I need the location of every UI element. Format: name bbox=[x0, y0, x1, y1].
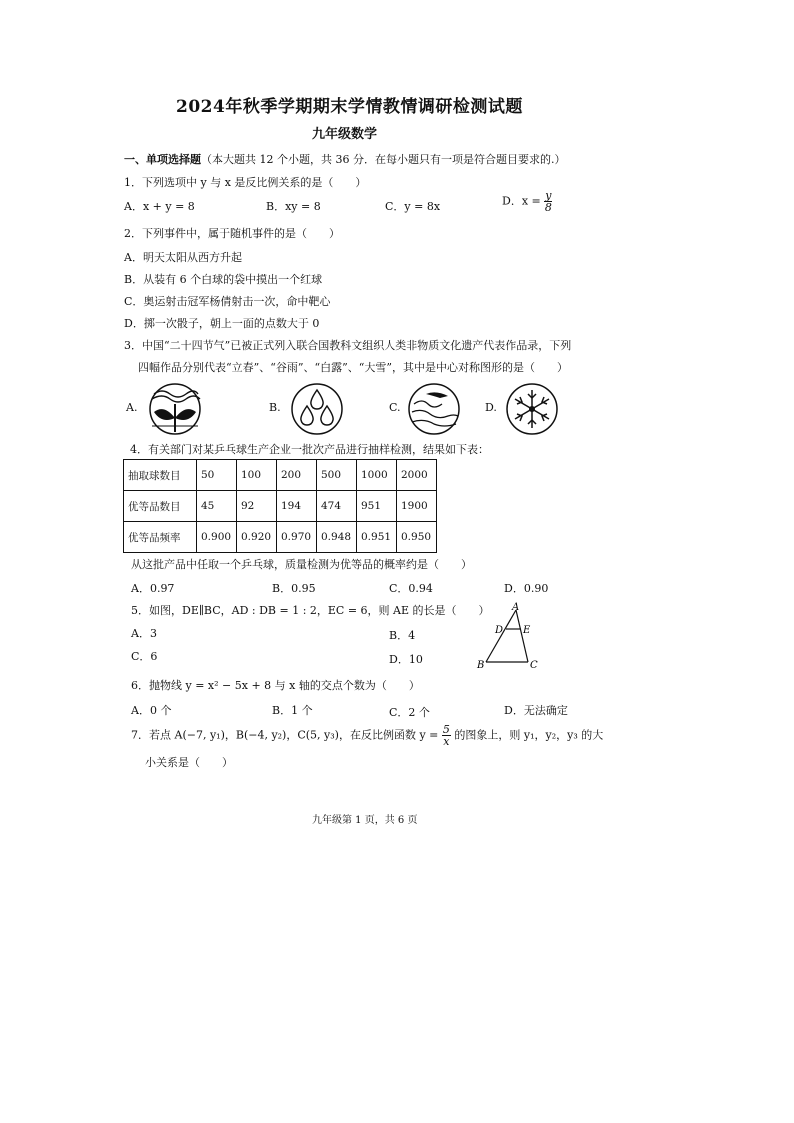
table-row bbox=[124, 522, 437, 553]
q2-option-a: A．明天太阳从西方升起 bbox=[124, 251, 242, 264]
q3-option-b-label: B. bbox=[269, 401, 281, 414]
vertex-c-label: C bbox=[530, 660, 538, 671]
table-row bbox=[124, 460, 437, 491]
bailu-bird-icon bbox=[404, 382, 464, 436]
q7-stem-line1 bbox=[131, 724, 603, 747]
section-heading bbox=[124, 151, 565, 167]
table-cell: 2000 bbox=[397, 460, 437, 491]
q1-option-c: C．y = 8x bbox=[385, 200, 441, 213]
table-cell: 0.920 bbox=[237, 522, 277, 553]
point-d-label: D bbox=[495, 625, 504, 636]
q6-option-b: B．1 个 bbox=[272, 704, 313, 717]
point-e-label: E bbox=[523, 625, 531, 636]
page-subtitle: 九年级数学 bbox=[312, 127, 378, 142]
row-header: 优等品频率 bbox=[124, 522, 197, 553]
q1-option-d-denominator: 8 bbox=[544, 201, 552, 214]
q3-stem-line2: 四幅作品分别代表“立春”、“谷雨”、“白露”、“大雪”，其中是中心对称图形的是（ ） bbox=[138, 361, 568, 374]
q7-fraction bbox=[442, 724, 451, 747]
triangle-figure bbox=[474, 600, 546, 672]
q1-option-d-fraction bbox=[544, 190, 552, 213]
table-cell: 200 bbox=[277, 460, 317, 491]
q1-option-d-numerator: y bbox=[545, 189, 552, 202]
q6-stem: 6．抛物线 y = x² − 5x + 8 与 x 轴的交点个数为（ ） bbox=[131, 679, 420, 692]
q3-option-d-label: D. bbox=[485, 401, 497, 414]
vertex-a-label: A bbox=[512, 602, 520, 613]
table-cell: 1000 bbox=[357, 460, 397, 491]
q7-stem-line2: 小关系是（ ） bbox=[145, 756, 233, 769]
q2-option-d: D．掷一次骰子，朝上一面的点数大于 0 bbox=[124, 317, 320, 330]
q6-option-c: C．2 个 bbox=[389, 706, 430, 719]
table-cell: 0.970 bbox=[277, 522, 317, 553]
daxue-snowflake-icon bbox=[502, 382, 562, 436]
q5-option-b: B．4 bbox=[389, 629, 416, 642]
page-footer: 九年级第 1 页，共 6 页 bbox=[312, 815, 418, 826]
q4-option-d: D．0.90 bbox=[504, 582, 549, 595]
q1-option-d bbox=[502, 190, 552, 213]
q5-stem: 5．如图，DE∥BC，AD : DB = 1 : 2，EC = 6，则 AE 的长是（ ） bbox=[131, 604, 490, 617]
table-cell: 951 bbox=[357, 491, 397, 522]
q2-stem: 2．下列事件中，属于随机事件的是（ ） bbox=[124, 227, 340, 240]
q7-stem-pre: 7．若点 A(−7, y₁)，B(−4, y₂)，C(5, y₃)，在反比例函数 y = bbox=[131, 728, 439, 742]
q1-option-d-prefix: D．x = bbox=[502, 194, 541, 208]
q5-option-a: A．3 bbox=[131, 627, 157, 640]
table-cell: 50 bbox=[197, 460, 237, 491]
q4-option-c: C．0.94 bbox=[389, 582, 433, 595]
q2-option-c: C．奥运射击冠军杨倩射击一次，命中靶心 bbox=[124, 295, 331, 308]
q5-option-c: C．6 bbox=[131, 650, 158, 663]
q2-option-b: B．从装有 6 个白球的袋中摸出一个红球 bbox=[124, 273, 323, 286]
q6-option-d: D．无法确定 bbox=[504, 704, 568, 717]
table-cell: 1900 bbox=[397, 491, 437, 522]
table-cell: 500 bbox=[317, 460, 357, 491]
row-header: 抽取球数目 bbox=[124, 460, 197, 491]
q4-option-a: A．0.97 bbox=[131, 582, 175, 595]
q6-option-a: A．0 个 bbox=[131, 704, 172, 717]
q7-fraction-denominator: x bbox=[443, 735, 450, 748]
table-cell: 45 bbox=[197, 491, 237, 522]
q3-option-c-label: C. bbox=[389, 401, 401, 414]
table-cell: 100 bbox=[237, 460, 277, 491]
q4-option-b: B．0.95 bbox=[272, 582, 316, 595]
table-cell: 474 bbox=[317, 491, 357, 522]
table-row bbox=[124, 491, 437, 522]
guyu-raindrops-icon bbox=[288, 382, 346, 436]
table-cell: 92 bbox=[237, 491, 277, 522]
q4-stem: 4．有关部门对某乒乓球生产企业一批次产品进行抽样检测，结果如下表： bbox=[130, 443, 489, 456]
page-title: 2024年秋季学期期末学情教情调研检测试题 bbox=[176, 97, 523, 117]
section-desc: （本大题共 12 个小题，共 36 分．在每小题只有一项是符合题目要求的.） bbox=[201, 153, 566, 166]
section-label: 一、单项选择题 bbox=[124, 153, 201, 166]
table-cell: 0.950 bbox=[397, 522, 437, 553]
q1-option-a: A．x + y = 8 bbox=[124, 200, 195, 213]
q5-option-d: D．10 bbox=[389, 653, 423, 666]
sampling-table bbox=[123, 459, 437, 553]
table-cell: 194 bbox=[277, 491, 317, 522]
table-cell: 0.900 bbox=[197, 522, 237, 553]
lichun-sprout-icon bbox=[144, 382, 206, 436]
table-cell: 0.951 bbox=[357, 522, 397, 553]
q7-fraction-numerator: 5 bbox=[442, 723, 450, 736]
table-cell: 0.948 bbox=[317, 522, 357, 553]
q4-followup: 从这批产品中任取一个乒乓球，质量检测为优等品的概率约是（ ） bbox=[131, 558, 472, 571]
q3-option-a-label: A. bbox=[126, 401, 138, 414]
vertex-b-label: B bbox=[477, 660, 485, 671]
row-header: 优等品数目 bbox=[124, 491, 197, 522]
q1-option-b: B．xy = 8 bbox=[266, 200, 321, 213]
q1-stem: 1．下列选项中 y 与 x 是反比例关系的是（ ） bbox=[124, 176, 367, 189]
q7-stem-post: 的图象上，则 y₁，y₂，y₃ 的大 bbox=[454, 728, 604, 742]
q3-stem-line1: 3．中国“二十四节气”已被正式列入联合国教科文组织人类非物质文化遗产代表作品录，下列 bbox=[124, 339, 572, 352]
